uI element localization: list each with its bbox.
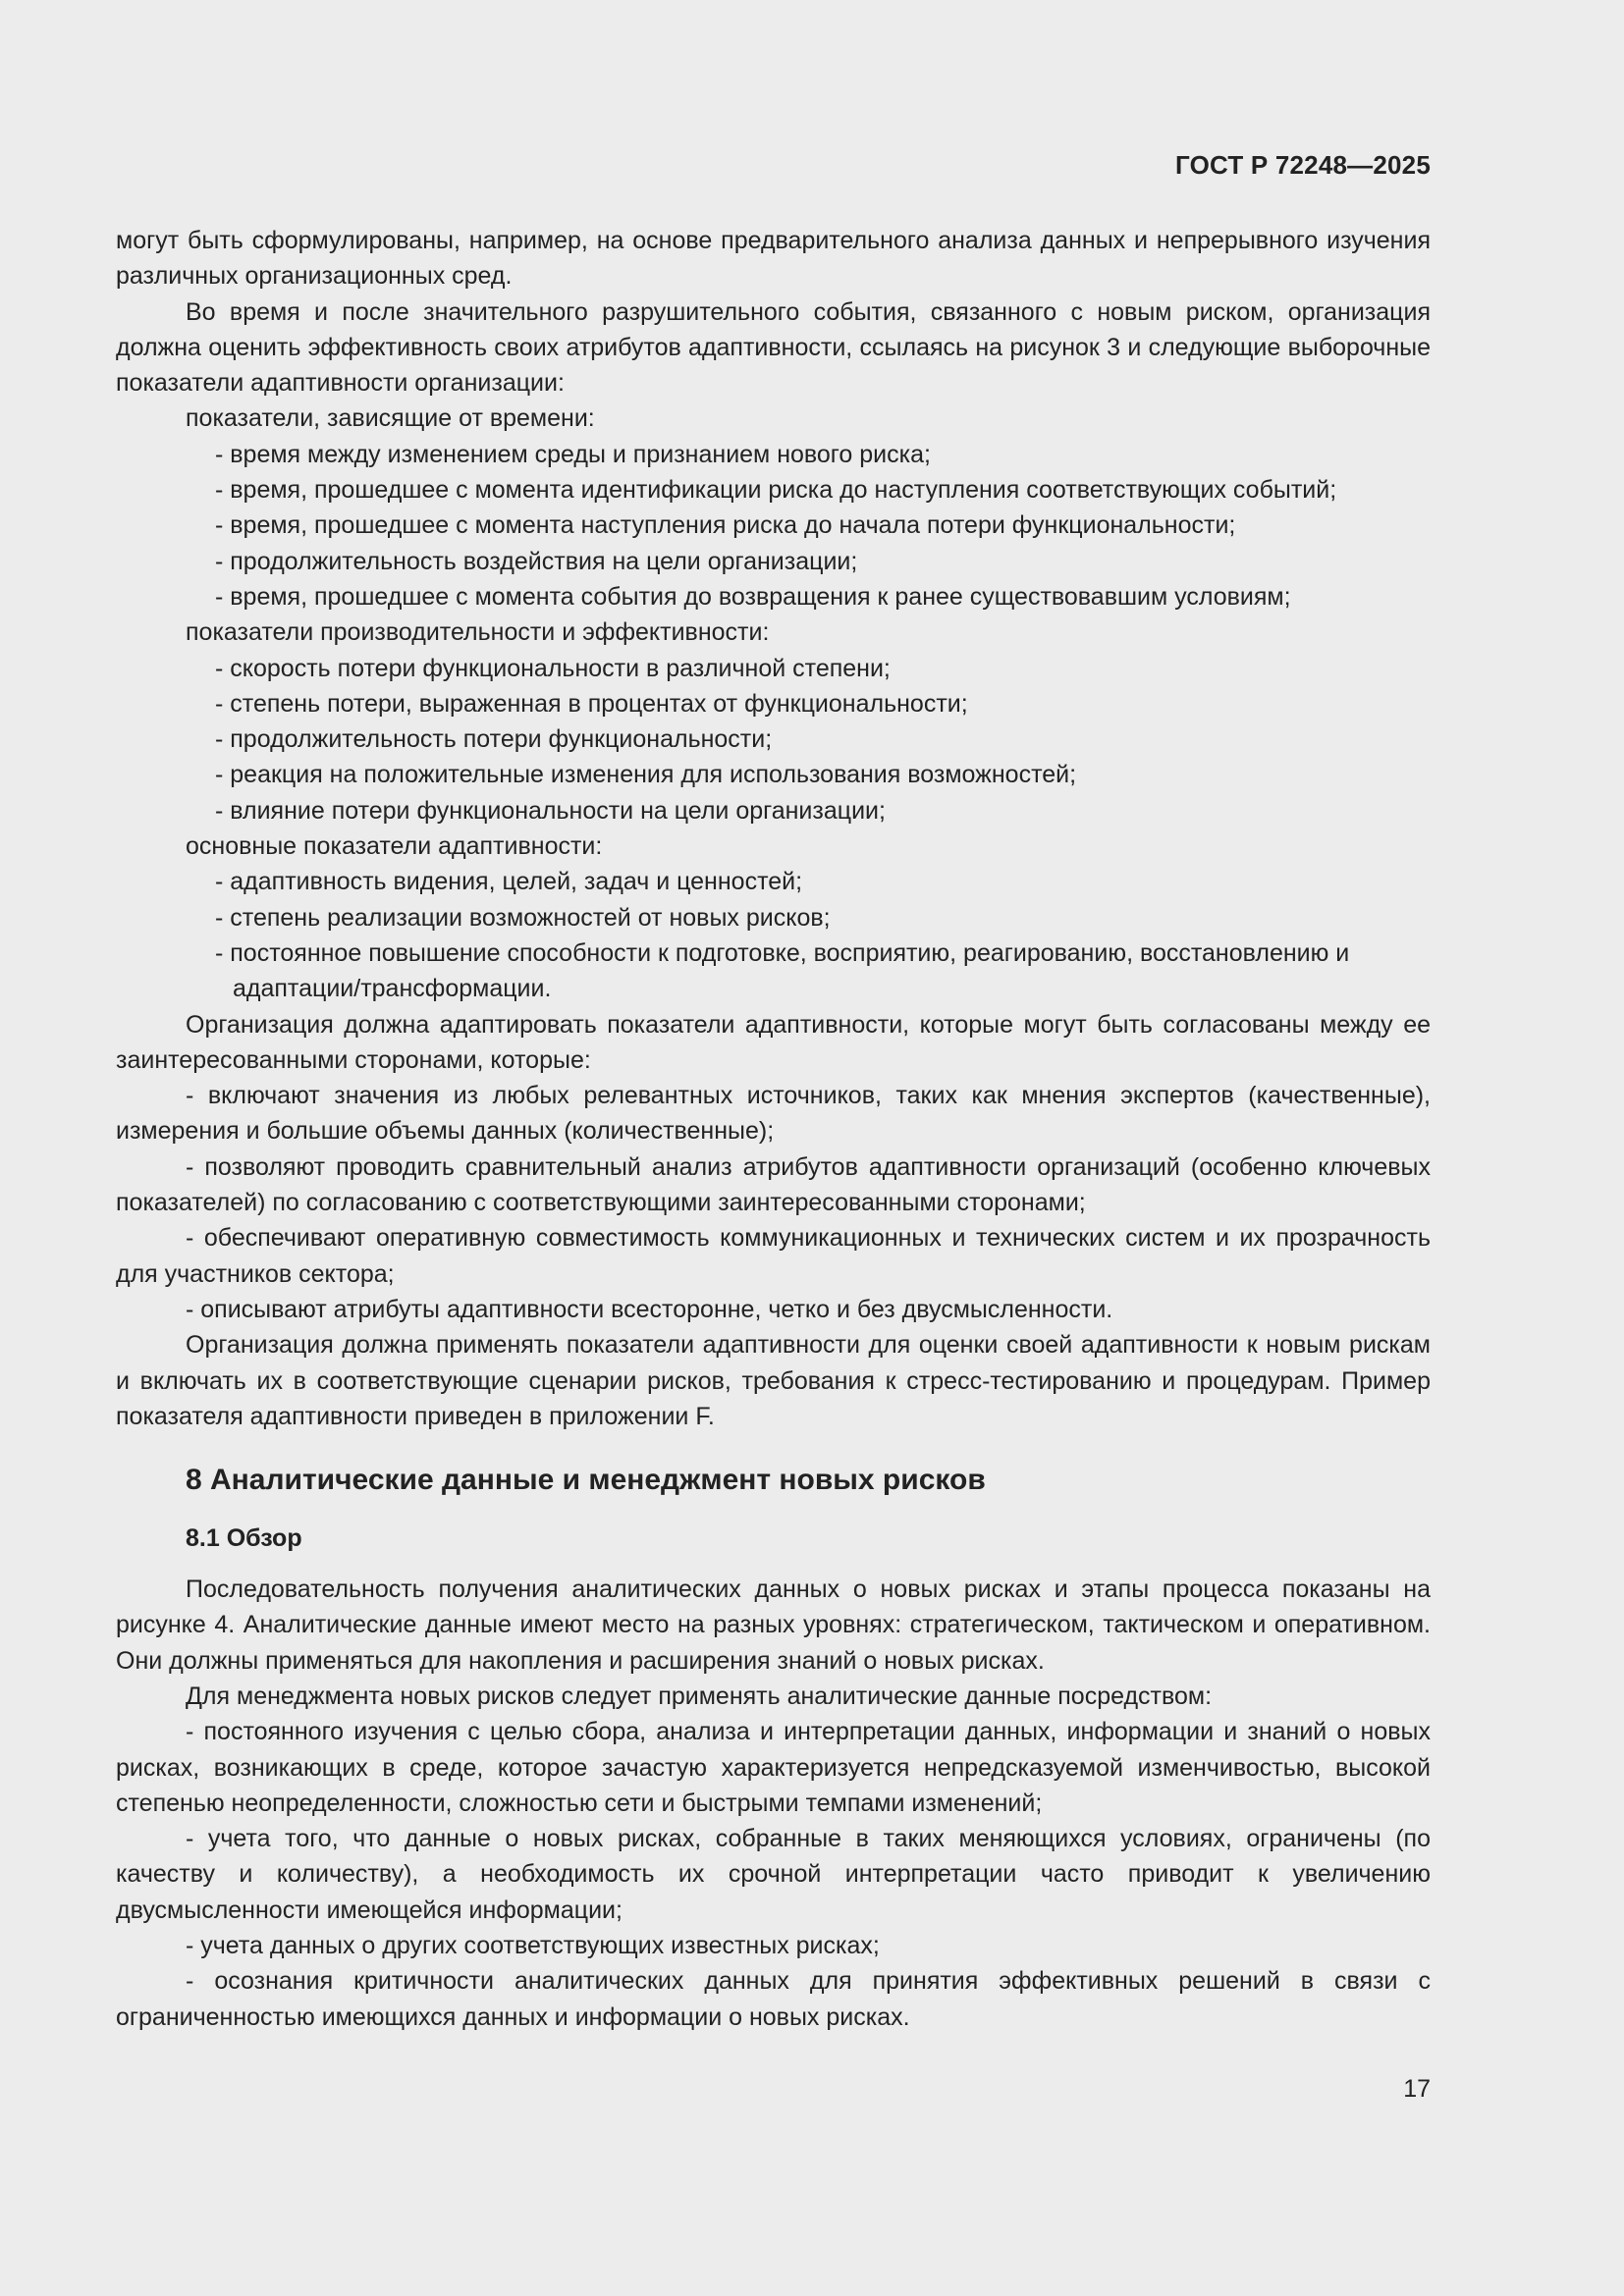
dash-item: - включают значения из любых релевантных источников, таких как мнения экспертов (качественные), измерения и большие объемы данных (количественные); <box>116 1082 1431 1146</box>
list-item: - степень реализации возможностей от новых рисков; <box>215 903 831 932</box>
list-heading: основные показатели адаптивности: <box>186 832 603 861</box>
dash-item: - учета того, что данные о новых рисках, собранные в таких меняющихся условиях, ограничены (по качеству и количеству), а необходимость их срочной интерпретации часто приводит к увеличению двусмысленности имеющейся информации; <box>116 1825 1431 1924</box>
list-item: - время, прошедшее с момента события до возвращения к ранее существовавшим условиям; <box>215 582 1291 611</box>
list-heading: показатели производительности и эффективности: <box>186 618 770 647</box>
list-item: - время, прошедшее с момента наступления риска до начала потери функциональности; <box>215 511 1236 540</box>
paragraph: Последовательность получения аналитических данных о новых рисках и этапы процесса показаны на рисунке 4. Аналитические данные имеют место на разных уровнях: стратегическом, тактическом и оперативном. Они должны применяться для накопления и расширения знаний о новых рисках. <box>116 1575 1431 1675</box>
paragraph: Организация должна применять показатели адаптивности для оценки своей адаптивности к новым рискам и включать их в соответствующие сценарии рисков, требования к стресс-тестированию и процедурам. Пример показателя адаптивности приведен в приложении F. <box>116 1331 1431 1430</box>
list-item: - адаптивность видения, целей, задач и ценностей; <box>215 868 803 896</box>
page-number: 17 <box>1403 2075 1431 2103</box>
dash-item: - учета данных о других соответствующих известных рисках; <box>186 1932 880 1960</box>
dash-item: - обеспечивают оперативную совместимость коммуникационных и технических систем и их прозрачность для участников сектора; <box>116 1224 1431 1288</box>
page-body <box>116 223 1431 2035</box>
dash-item: - позволяют проводить сравнительный анализ атрибутов адаптивности организаций (особенно ключевых показателей) по согласованию с соответствующими заинтересованными сторонами; <box>116 1152 1431 1217</box>
list-item: - постоянное повышение способности к подготовке, восприятию, реагированию, восстановлению и адаптации/трансформации. <box>215 938 1350 1003</box>
subsection-heading: 8.1 Обзор <box>186 1524 302 1553</box>
dash-item: - осознания критичности аналитических данных для принятия эффективных решений в связи с ограниченностью имеющихся данных и информации о новых рисках. <box>116 1967 1431 2031</box>
list-item: - реакция на положительные изменения для использования возможностей; <box>215 761 1077 789</box>
list-item: - продолжительность потери функциональности; <box>215 725 773 754</box>
list-item: - степень потери, выраженная в процентах от функциональности; <box>215 689 968 718</box>
dash-item: - постоянного изучения с целью сбора, анализа и интерпретации данных, информации и знаний о новых рисках, возникающих в среде, которое зачастую характеризуется непредсказуемой изменчивостью, высокой степенью неопределенности, сложностью сети и быстрыми темпами изменений; <box>116 1718 1431 1817</box>
list-heading: показатели, зависящие от времени: <box>186 404 595 433</box>
section-heading: 8 Аналитические данные и менеджмент новых рисков <box>186 1464 986 1497</box>
paragraph: могут быть сформулированы, например, на основе предварительного анализа данных и непрерывного изучения различных организационных сред. <box>116 227 1431 291</box>
list-item: - влияние потери функциональности на цели организации; <box>215 796 886 825</box>
list-item: - скорость потери функциональности в различной степени; <box>215 654 891 682</box>
document-header: ГОСТ Р 72248—2025 <box>1175 150 1431 180</box>
paragraph: Во время и после значительного разрушительного события, связанного с новым риском, организация должна оценить эффективность своих атрибутов адаптивности, ссылаясь на рисунок 3 и следующие выборочные показатели адаптивности организации: <box>116 297 1431 398</box>
paragraph: Организация должна адаптировать показатели адаптивности, которые могут быть согласованы между ее заинтересованными сторонами, которые: <box>116 1010 1431 1074</box>
paragraph: Для менеджмента новых рисков следует применять аналитические данные посредством: <box>186 1682 1213 1710</box>
list-item: - время между изменением среды и признанием нового риска; <box>215 440 931 468</box>
list-item: - время, прошедшее с момента идентификации риска до наступления соответствующих событий; <box>215 476 1337 505</box>
dash-item: - описывают атрибуты адаптивности всесторонне, четко и без двусмысленности. <box>186 1295 1113 1323</box>
list-item: - продолжительность воздействия на цели организации; <box>215 547 858 575</box>
